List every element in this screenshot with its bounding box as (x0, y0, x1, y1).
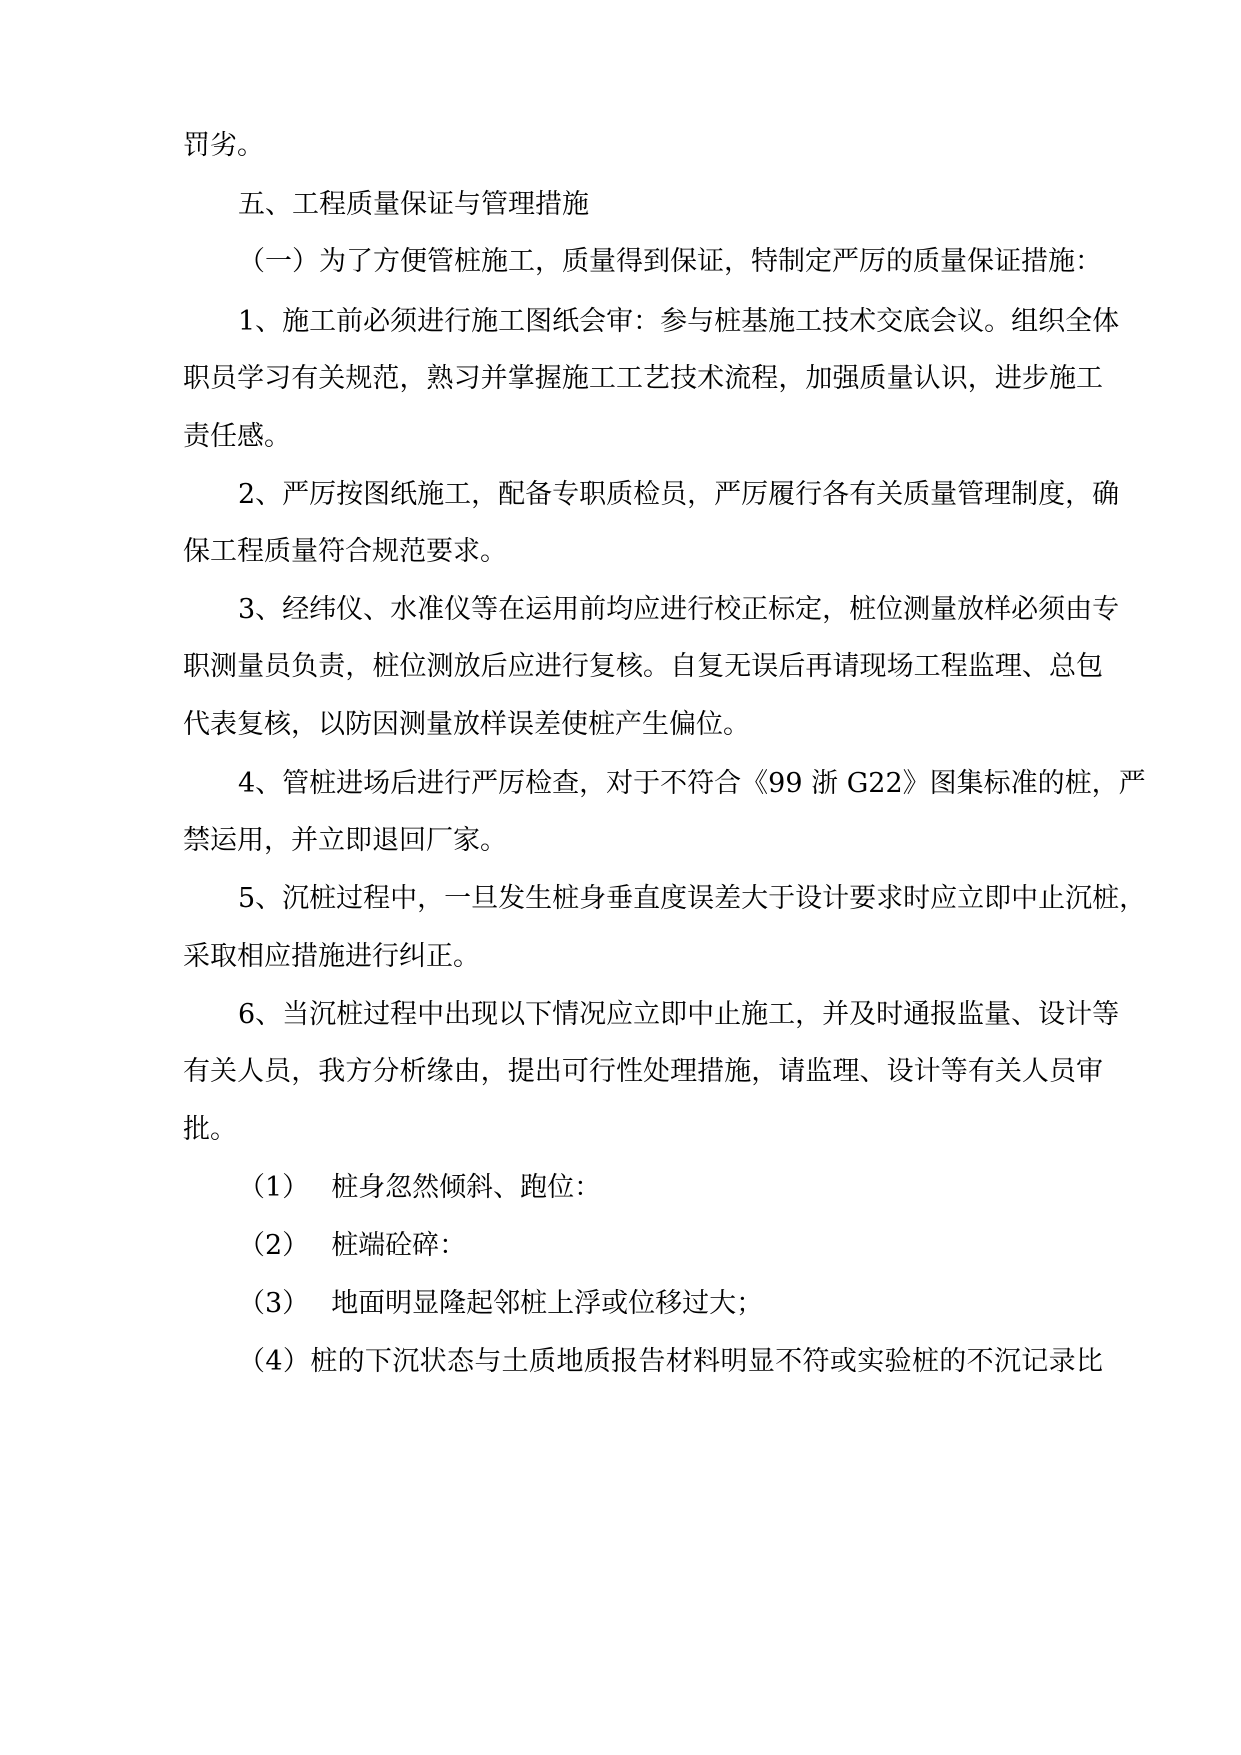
item-5-line-2: 采取相应措施进行纠正。 (183, 941, 480, 972)
list-marker: （2） (238, 1230, 310, 1261)
item-6-line-2: 有关人员，我方分析缘由，提出可行性处理措施，请监理、设计等有关人员审 (183, 1056, 1103, 1087)
item-1-line-2: 职员学习有关规范，熟习并掌握施工工艺技术流程，加强质量认识，进步施工 (183, 363, 1103, 394)
item-4-line-1: 4、管桩进场后进行严厉检查，对于不符合《99 浙 G22》图集标准的桩，严 (238, 768, 1146, 799)
item-4-line-2: 禁运用，并立即退回厂家。 (183, 825, 507, 856)
item-1-line-3: 责任感。 (183, 421, 291, 452)
item-3-line-3: 代表复核，以防因测量放样误差使桩产生偏位。 (183, 709, 750, 740)
subsection-heading: （一）为了方便管桩施工，质量得到保证，特制定严厉的质量保证措施： (238, 246, 1102, 277)
item-3-line-2: 职测量员负责，桩位测放后应进行复核。自复无误后再请现场工程监理、总包 (183, 651, 1103, 682)
list-item-4-line-1: （4）桩的下沉状态与土质地质报告材料明显不符或实验桩的不沉记录比 (238, 1346, 1103, 1377)
list-item-text: 地面明显隆起邻桩上浮或位移过大； (331, 1288, 764, 1319)
section-heading: 五、工程质量保证与管理措施 (238, 189, 589, 220)
item-3-line-1: 3、经纬仪、水准仪等在运用前均应进行校正标定，桩位测量放样必须由专 (238, 594, 1120, 625)
item-1-line-1: 1、施工前必须进行施工图纸会审：参与桩基施工技术交底会议。组织全体 (238, 306, 1120, 337)
item-2-line-2: 保工程质量符合规范要求。 (183, 536, 507, 567)
paragraph-tail-line: 罚劣。 (183, 130, 264, 161)
list-item (238, 1227, 466, 1265)
list-item (238, 1285, 763, 1323)
item-6-line-1: 6、当沉桩过程中出现以下情况应立即中止施工，并及时通报监量、设计等 (238, 999, 1120, 1030)
list-item (238, 1169, 601, 1207)
item-5-line-1: 5、沉桩过程中，一旦发生桩身垂直度误差大于设计要求时应立即中止沉桩， (238, 883, 1147, 914)
list-marker: （1） (238, 1172, 310, 1203)
list-item-text: 桩端砼碎： (331, 1230, 467, 1261)
list-item-text: 桩身忽然倾斜、跑位： (331, 1172, 602, 1203)
list-marker: （3） (238, 1288, 310, 1319)
item-6-line-3: 批。 (183, 1114, 237, 1145)
item-2-line-1: 2、严厉按图纸施工，配备专职质检员，严厉履行各有关质量管理制度，确 (238, 479, 1120, 510)
